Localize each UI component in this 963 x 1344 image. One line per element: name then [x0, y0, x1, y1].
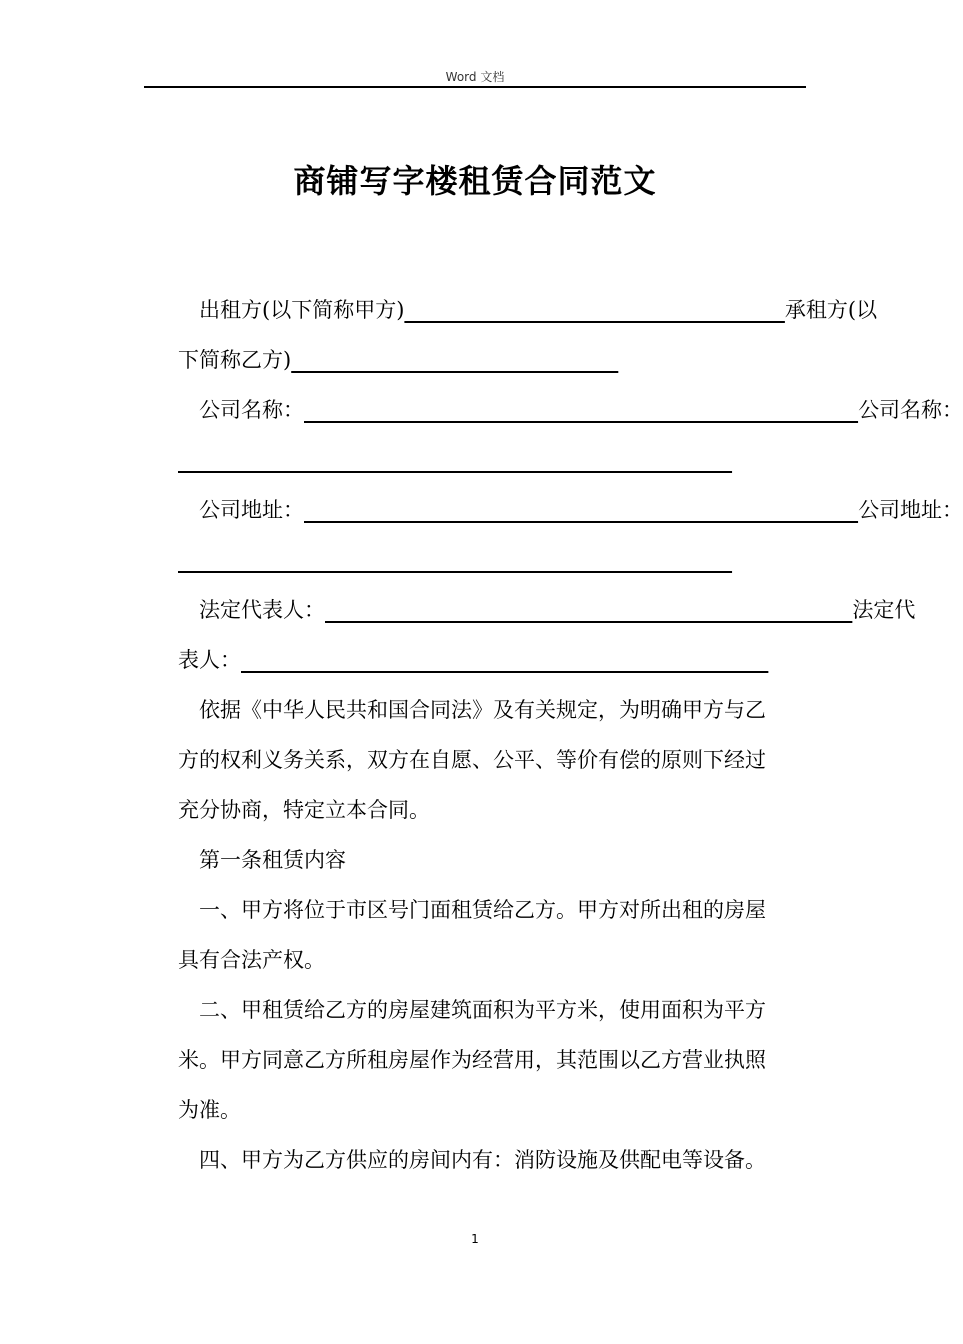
item-2-line: 二、甲租赁给乙方的房屋建筑面积为平方米，使用面积为平方 — [199, 998, 766, 1022]
preamble-line: 依据《中华人民共和国合同法》及有关规定，为明确甲方与乙 — [199, 698, 766, 722]
lessor-line — [178, 285, 878, 335]
company-name-blank-b — [178, 448, 732, 472]
header-rule — [144, 86, 806, 88]
legal-rep-label-b-start: 法定代 — [852, 598, 916, 622]
lessee-start-text: 承租方(以 — [784, 298, 878, 322]
page-number: 1 — [471, 1232, 479, 1246]
lessor-blank — [404, 298, 785, 322]
company-address-line — [178, 485, 963, 535]
document-body — [178, 285, 963, 1185]
item-4-line: 四、甲方为乙方供应的房间内有：消防设施及供配电等设备。 — [199, 1148, 766, 1172]
company-name-label-b: 公司名称： — [858, 398, 963, 422]
article-1-title: 第一条租赁内容 — [199, 848, 346, 872]
legal-rep-blank-b — [241, 648, 768, 672]
company-address-line-2 — [178, 535, 806, 585]
preamble-line: 方的权利义务关系，双方在自愿、公平、等价有偿的原则下经过 — [178, 748, 766, 772]
company-name-line-2 — [178, 435, 806, 485]
legal-rep-line — [178, 585, 916, 635]
lessee-line — [178, 335, 806, 385]
item-2-line: 米。甲方同意乙方所租房屋作为经营用，其范围以乙方营业执照 — [178, 1048, 766, 1072]
legal-rep-blank-a — [325, 598, 852, 622]
document-title: 商铺写字楼租赁合同范文 — [293, 162, 657, 200]
company-address-blank-a — [304, 498, 858, 522]
page-header-label: Word 文档 — [445, 70, 505, 84]
company-address-blank-b — [178, 548, 732, 572]
company-address-label-b: 公司地址： — [858, 498, 963, 522]
item-2-line: 为准。 — [178, 1098, 241, 1122]
preamble-line: 充分协商，特定立本合同。 — [178, 798, 430, 822]
lessee-end-text: 下简称乙方) — [178, 348, 292, 372]
company-name-blank-a — [304, 398, 858, 422]
company-name-a: 公司名称： — [199, 385, 858, 435]
lessee-blank — [291, 348, 618, 372]
company-address-a: 公司地址： — [199, 485, 858, 535]
item-1-line: 一、甲方将位于市区号门面租赁给乙方。甲方对所出租的房屋 — [199, 898, 766, 922]
company-name-line — [178, 385, 963, 435]
legal-rep-a: 法定代表人： — [199, 585, 852, 635]
legal-rep-label-b-end: 表人： — [178, 648, 241, 672]
item-1-line: 具有合法产权。 — [178, 948, 325, 972]
legal-rep-line-2 — [178, 635, 806, 685]
lessor-text: 出租方(以下简称甲方) — [199, 285, 785, 335]
